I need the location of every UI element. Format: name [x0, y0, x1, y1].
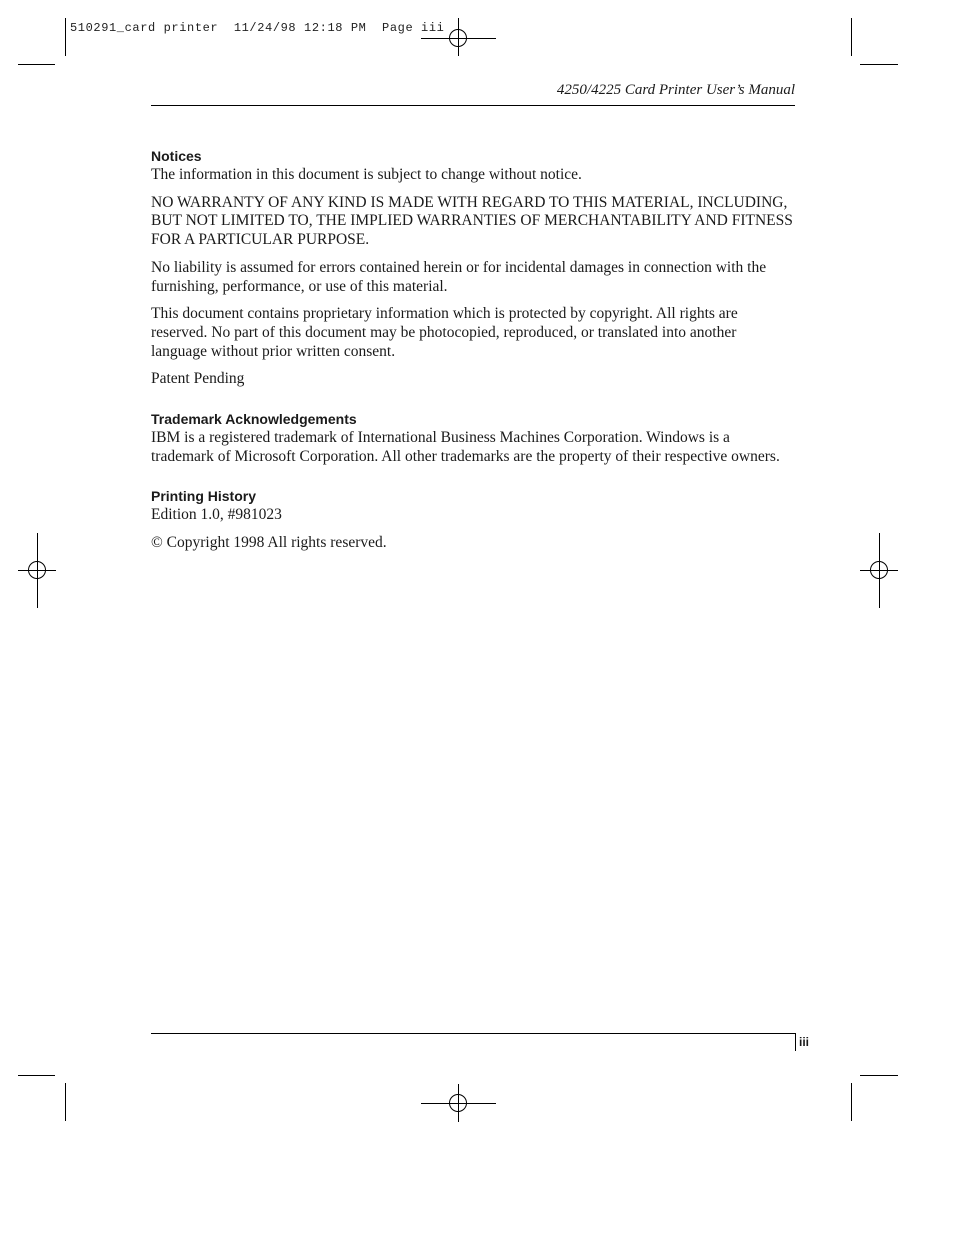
section-heading: Printing History — [151, 488, 257, 505]
crop-mark — [18, 1075, 55, 1076]
crop-mark — [860, 1075, 898, 1076]
page-number: iii — [799, 1035, 810, 1049]
crop-mark — [65, 1083, 66, 1121]
crop-mark — [18, 64, 55, 65]
section-heading: Trademark Acknowledgements — [151, 411, 357, 428]
header-rule — [151, 105, 795, 106]
paragraph: Patent Pending — [151, 370, 245, 388]
footer-rule — [151, 1033, 795, 1034]
notices-section — [151, 146, 796, 389]
trademark-section — [151, 409, 796, 466]
print-slug-line: 510291_card printer 11/24/98 12:18 PM Page iii — [70, 21, 445, 35]
section-heading: Notices — [151, 148, 202, 164]
document-body — [151, 146, 796, 562]
paragraph: This document contains proprietary information which is protected by copyright. All rights are reserved. No part of this document may be photocopied, reproduced, or translated into another language without prior written consent. — [151, 305, 738, 360]
crop-mark — [860, 64, 898, 65]
crop-mark — [851, 1083, 852, 1121]
crop-mark — [65, 18, 66, 56]
footer-tick — [795, 1033, 796, 1051]
paragraph: No liability is assumed for errors contained herein or for incidental damages in connection with the furnishing, performance, or use of this material. — [151, 258, 767, 295]
paragraph: © Copyright 1998 All rights reserved. — [151, 534, 387, 552]
paragraph: The information in this document is subject to change without notice. — [151, 166, 582, 183]
printing-history-section — [151, 486, 796, 552]
paragraph: NO WARRANTY OF ANY KIND IS MADE WITH REGARD TO THIS MATERIAL, INCLUDING, BUT NOT LIMITED TO, THE IMPLIED WARRANTIES OF MERCHANTABILITY AND FITNESS FOR A PARTICULAR PURPOSE. — [151, 193, 793, 249]
running-head: 4250/4225 Card Printer User’s Manual — [556, 82, 795, 98]
crop-mark — [851, 18, 852, 56]
paragraph: Edition 1.0, #981023 — [151, 506, 282, 524]
paragraph: IBM is a registered trademark of International Business Machines Corporation. Windows is a trademark of Microsoft Corporation. All other trademarks are the property of their respective owners. — [151, 429, 780, 465]
